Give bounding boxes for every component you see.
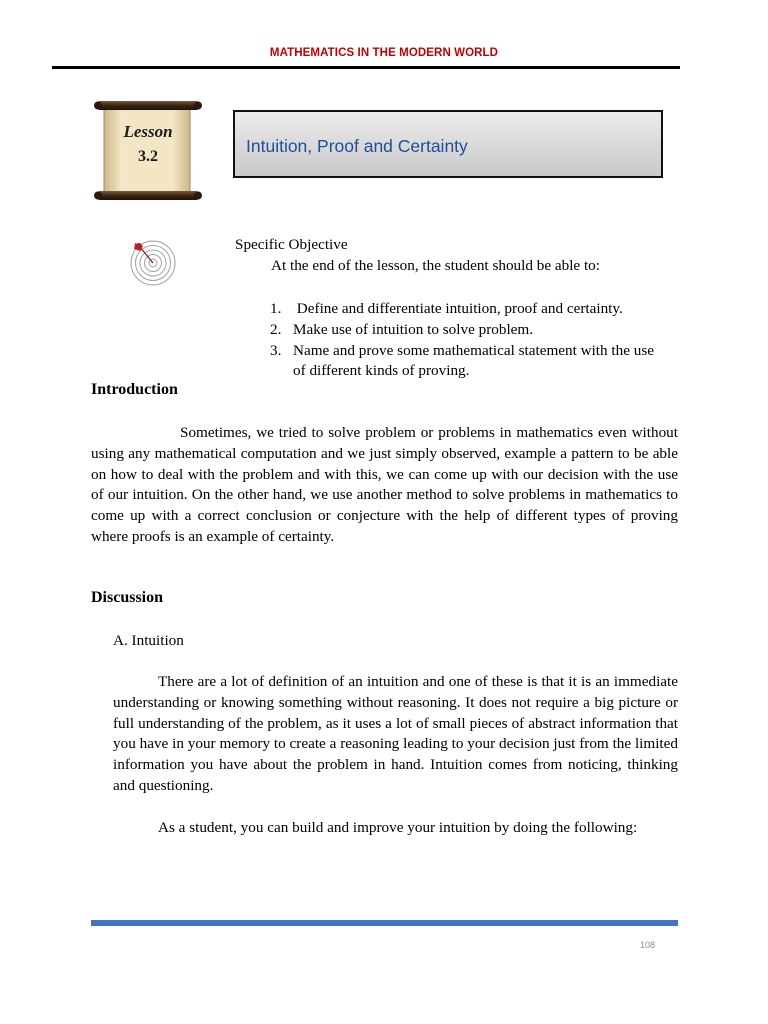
intuition-paragraph: There are a lot of definition of an intuition and one of these is that it is an immediate understanding or knowing something without reasoning. It does not require a big picture or full understanding of the problem, as it uses a lot of small pieces of abstract information that you have in your memory to create a reasoning leading to your decision just from the limited information you have about the problem in hand. Intuition comes from noticing, thinking and questioning. xyxy=(113,673,678,794)
objective-list xyxy=(270,299,690,382)
target-icon xyxy=(128,238,178,288)
header-rule xyxy=(52,66,680,69)
running-header: MATHEMATICS IN THE MODERN WORLD xyxy=(269,47,499,59)
footer-rule xyxy=(91,920,678,926)
objective-heading: Specific Objective xyxy=(235,236,348,253)
list-item-text: Name and prove some mathematical statement with the use of different kinds of proving. xyxy=(293,341,655,380)
list-item xyxy=(270,320,690,341)
list-item xyxy=(270,341,663,383)
introduction-heading: Introduction xyxy=(91,381,178,398)
list-item-number: 2. xyxy=(270,320,282,338)
discussion-heading: Discussion xyxy=(91,589,164,606)
list-item-text: Make use of intuition to solve problem. xyxy=(293,320,534,338)
list-item-number: 3. xyxy=(270,341,282,359)
intuition-subheading: A. Intuition xyxy=(113,632,184,649)
lesson-title: Intuition, Proof and Certainty xyxy=(246,136,468,156)
list-item-number: 1. xyxy=(270,300,282,317)
lesson-badge-word: Lesson xyxy=(123,122,173,141)
introduction-paragraph: Sometimes, we tried to solve problem or problems in mathematics even without using any mathematical computation and we just simply observed, example a pattern to be able on how to deal with the problem and with this, we can come up with our decision with the use of our intuition. On the other hand, we use another method to solve problems in mathematics to come up with a correct conclusion or conjecture with the help of different types of proving where proofs is an example of certainty. xyxy=(91,424,678,545)
lesson-badge-number: 3.2 xyxy=(138,148,158,165)
lesson-title-box xyxy=(233,110,663,178)
objective-intro: At the end of the lesson, the student should be able to: xyxy=(271,257,601,274)
intuition-tips-paragraph: As a student, you can build and improve your intuition by doing the following: xyxy=(158,819,638,836)
list-item xyxy=(270,299,690,320)
list-item-text: Define and differentiate intuition, proof and certainty. xyxy=(293,300,623,317)
lesson-scroll-icon xyxy=(92,96,204,208)
page-number: 108 xyxy=(640,940,656,950)
